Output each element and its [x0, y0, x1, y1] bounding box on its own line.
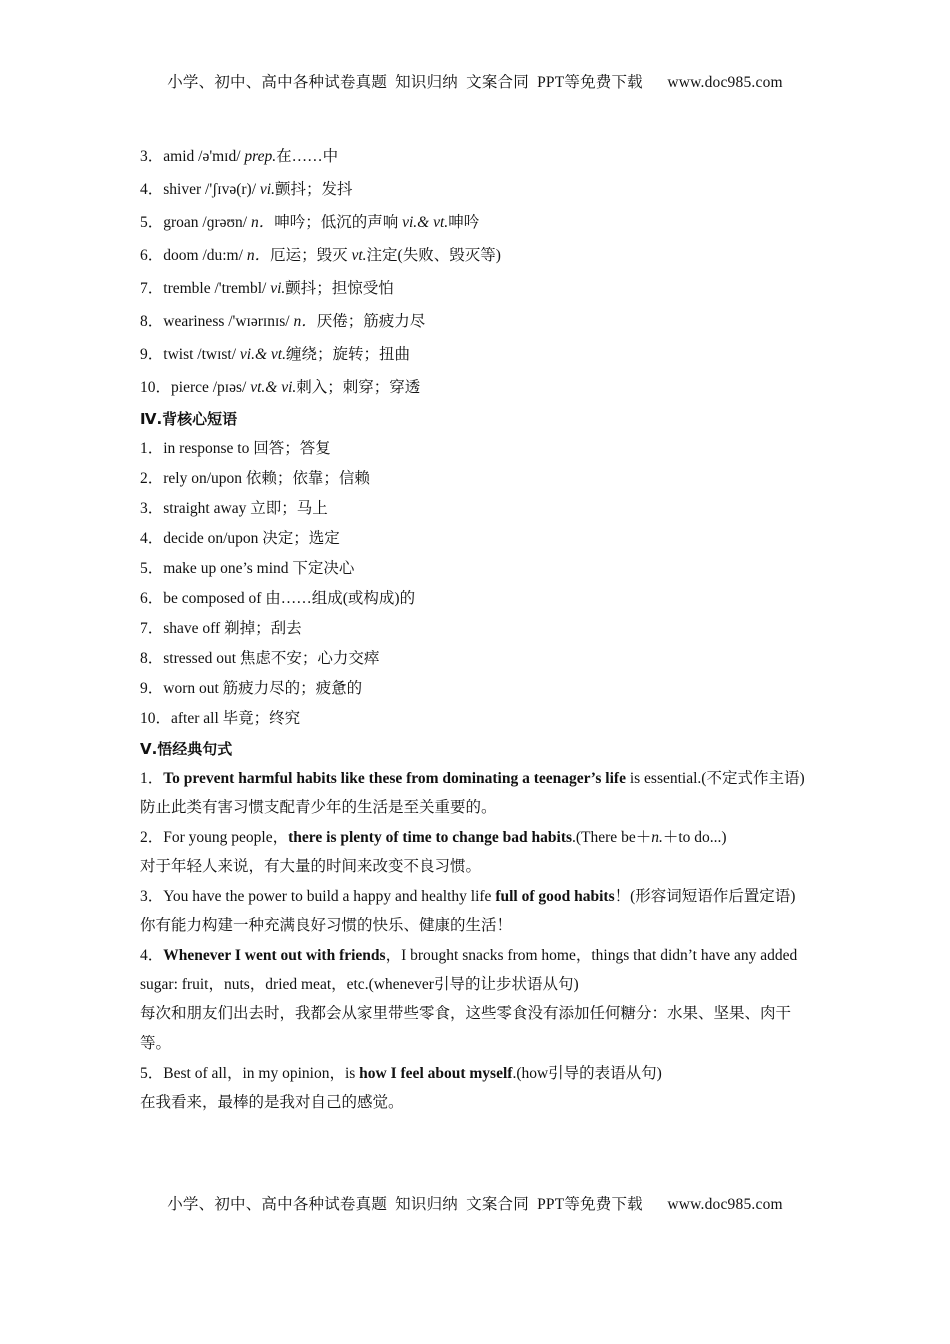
sentence-translation: 对于年轻人来说，有大量的时间来改变不良习惯。: [140, 858, 482, 875]
vocab-item: 9．twist /twɪst/ vi.& vt.缠绕；旋转；扭曲: [140, 346, 410, 363]
phrase-item: 4．decide on/upon 决定；选定: [140, 530, 340, 547]
sentence-item: 5．Best of all，in my opinion，is how I feel about myself.(how引导的表语从句): [140, 1065, 662, 1082]
document-body: [140, 140, 812, 1118]
section-heading-sentences: Ⅴ.悟经典句式: [140, 740, 233, 758]
vocab-item: 4．shiver /'ʃɪvə(r)/ vi.颤抖；发抖: [140, 181, 353, 198]
sentence-list: [140, 764, 812, 1118]
vocab-item: 7．tremble /'trembl/ vi.颤抖；担惊受怕: [140, 280, 394, 297]
sentence-item: 2．For young people，there is plenty of time to change bad habits.(There be＋n.＋to do...): [140, 829, 727, 846]
page-footer: 小学、初中、高中各种试卷真题 知识归纳 文案合同 PPT等免费下载 www.doc985.com: [167, 1196, 783, 1213]
phrase-item: 9．worn out 筋疲力尽的；疲惫的: [140, 680, 363, 697]
vocab-item: 6．doom /du:m/ n．厄运；毁灭 vt.注定(失败、毁灭等): [140, 247, 501, 264]
sentence-item: 1．To prevent harmful habits like these from dominating a teenager’s life is essential.(不定式作主语): [140, 770, 805, 787]
phrase-item: 2．rely on/upon 依赖；依靠；信赖: [140, 470, 370, 487]
phrase-item: 6．be composed of 由……组成(或构成)的: [140, 590, 416, 607]
vocab-item: 5．groan /ɡrəʊn/ n．呻吟；低沉的声响 vi.& vt.呻吟: [140, 214, 480, 231]
sentence-translation: 每次和朋友们出去时，我都会从家里带些零食，这些零食没有添加任何糖分：水果、坚果、肉干等。: [140, 1005, 792, 1052]
sentence-translation: 防止此类有害习惯支配青少年的生活是至关重要的。: [140, 799, 497, 816]
vocab-item: 3．amid /ə'mɪd/ prep.在……中: [140, 148, 339, 165]
vocab-item: 8．weariness /'wɪərɪnɪs/ n．厌倦；筋疲力尽: [140, 313, 426, 330]
sentence-item: 4．Whenever I went out with friends，I brought snacks from home，things that didn’t have any added sugar: fruit，nuts，dried meat，etc.(whenever引导的让步状语从句): [140, 947, 798, 993]
page-header: 小学、初中、高中各种试卷真题 知识归纳 文案合同 PPT等免费下载 www.doc985.com: [167, 74, 783, 91]
vocab-item: 10．pierce /pɪəs/ vt.& vi.刺入；刺穿；穿透: [140, 379, 421, 396]
section-heading-phrases: Ⅳ.背核心短语: [140, 410, 238, 428]
sentence-item: 3．You have the power to build a happy and healthy life full of good habits！(形容词短语作后置定语): [140, 888, 796, 905]
phrase-item: 5．make up one’s mind 下定决心: [140, 560, 355, 577]
phrase-item: 3．straight away 立即；马上: [140, 500, 328, 517]
phrase-item: 1．in response to 回答；答复: [140, 440, 331, 457]
sentence-translation: 你有能力构建一种充满良好习惯的快乐、健康的生活！: [140, 917, 513, 934]
phrase-item: 8．stressed out 焦虑不安；心力交瘁: [140, 650, 380, 667]
phrase-item: 10．after all 毕竟；终究: [140, 710, 301, 727]
vocab-list: [140, 140, 812, 404]
phrase-item: 7．shave off 剃掉；刮去: [140, 620, 302, 637]
phrase-list: [140, 434, 812, 734]
sentence-translation: 在我看来，最棒的是我对自己的感觉。: [140, 1094, 404, 1111]
